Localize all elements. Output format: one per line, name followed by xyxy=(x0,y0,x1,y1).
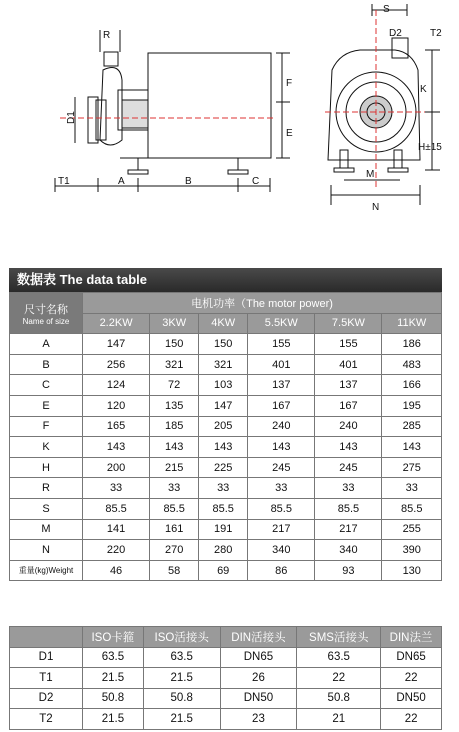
table-cell: 275 xyxy=(382,457,442,478)
table-cell: 58 xyxy=(150,560,199,581)
connection-corner xyxy=(10,627,83,648)
label-D2: D2 xyxy=(389,28,402,39)
table-cell: 85.5 xyxy=(248,498,315,519)
row-label: D2 xyxy=(10,688,83,709)
table-cell: 85.5 xyxy=(199,498,248,519)
row-label: K xyxy=(10,437,83,458)
table-cell: 217 xyxy=(248,519,315,540)
connection-column: DIN活接头 xyxy=(220,627,297,648)
row-label: C xyxy=(10,375,83,396)
table-cell: 143 xyxy=(248,437,315,458)
table-cell: 63.5 xyxy=(143,647,220,668)
table-cell: 255 xyxy=(382,519,442,540)
table-cell: 205 xyxy=(199,416,248,437)
table-row xyxy=(10,395,442,416)
table-cell: 321 xyxy=(199,354,248,375)
size-label-en: Name of size xyxy=(22,316,70,326)
row-label: S xyxy=(10,498,83,519)
pump-drawing xyxy=(0,0,459,215)
table-cell: 69 xyxy=(199,560,248,581)
size-label: 尺寸名称 xyxy=(24,303,68,316)
table-cell: 50.8 xyxy=(143,688,220,709)
table-cell: 270 xyxy=(150,540,199,561)
table-cell: 130 xyxy=(382,560,442,581)
table-cell: 245 xyxy=(248,457,315,478)
power-column: 7.5KW xyxy=(315,313,382,334)
connection-column: ISO卡箍 xyxy=(83,627,144,648)
table-cell: 22 xyxy=(381,709,442,730)
row-label: B xyxy=(10,354,83,375)
table-row xyxy=(10,437,442,458)
table-cell: 340 xyxy=(315,540,382,561)
table-cell: 186 xyxy=(382,334,442,355)
table-cell: 256 xyxy=(83,354,150,375)
table-cell: 225 xyxy=(199,457,248,478)
label-T1: T1 xyxy=(58,176,70,187)
table-row xyxy=(10,354,442,375)
row-label: 重量(kg)Weight xyxy=(10,560,83,581)
table-cell: 137 xyxy=(315,375,382,396)
table-cell: 150 xyxy=(150,334,199,355)
power-column: 5.5KW xyxy=(248,313,315,334)
row-label: E xyxy=(10,395,83,416)
table-cell: 72 xyxy=(150,375,199,396)
label-N: N xyxy=(372,202,380,213)
table-cell: 137 xyxy=(248,375,315,396)
table-cell: 85.5 xyxy=(382,498,442,519)
table-cell: DN65 xyxy=(220,647,297,668)
table-cell: 147 xyxy=(83,334,150,355)
table-cell: 135 xyxy=(150,395,199,416)
data-table-title: 数据表 The data table xyxy=(9,268,442,292)
label-D1: D1 xyxy=(66,111,77,124)
table-cell: 143 xyxy=(315,437,382,458)
size-header xyxy=(10,293,83,334)
connection-column: SMS活接头 xyxy=(297,627,381,648)
table-cell: 240 xyxy=(315,416,382,437)
table-cell: 26 xyxy=(220,668,297,689)
table-cell: 46 xyxy=(83,560,150,581)
table-cell: 167 xyxy=(248,395,315,416)
table-row xyxy=(10,334,442,355)
table-cell: DN50 xyxy=(381,688,442,709)
connection-column: ISO活接头 xyxy=(143,627,220,648)
table-cell: 401 xyxy=(315,354,382,375)
table-cell: 143 xyxy=(382,437,442,458)
table-cell: 63.5 xyxy=(297,647,381,668)
power-column: 3KW xyxy=(150,313,199,334)
table-cell: 191 xyxy=(199,519,248,540)
power-column: 4KW xyxy=(199,313,248,334)
power-header: 电机功率（The motor power) xyxy=(83,293,442,314)
table-cell: 143 xyxy=(150,437,199,458)
row-label: R xyxy=(10,478,83,499)
row-label: A xyxy=(10,334,83,355)
label-H: H±15 xyxy=(418,142,442,153)
table-row xyxy=(10,478,442,499)
table-cell: DN50 xyxy=(220,688,297,709)
row-label: T2 xyxy=(10,709,83,730)
table-cell: 155 xyxy=(248,334,315,355)
table-row xyxy=(10,498,442,519)
table-cell: 23 xyxy=(220,709,297,730)
table-cell: DN65 xyxy=(381,647,442,668)
table-cell: 167 xyxy=(315,395,382,416)
label-F: F xyxy=(286,78,293,89)
table-cell: 215 xyxy=(150,457,199,478)
row-label: H xyxy=(10,457,83,478)
table-row xyxy=(10,457,442,478)
table-row xyxy=(10,688,442,709)
table-cell: 150 xyxy=(199,334,248,355)
table-cell: 161 xyxy=(150,519,199,540)
table-cell: 321 xyxy=(150,354,199,375)
table-cell: 245 xyxy=(315,457,382,478)
row-label: N xyxy=(10,540,83,561)
table-cell: 220 xyxy=(83,540,150,561)
table-cell: 85.5 xyxy=(150,498,199,519)
table-cell: 141 xyxy=(83,519,150,540)
table-cell: 165 xyxy=(83,416,150,437)
table-cell: 185 xyxy=(150,416,199,437)
label-M: M xyxy=(366,169,375,180)
label-T2: T2 xyxy=(430,28,442,39)
table-cell: 200 xyxy=(83,457,150,478)
row-label: F xyxy=(10,416,83,437)
table-cell: 33 xyxy=(199,478,248,499)
row-label: D1 xyxy=(10,647,83,668)
row-label: T1 xyxy=(10,668,83,689)
table-row xyxy=(10,647,442,668)
table-cell: 63.5 xyxy=(83,647,144,668)
table-cell: 155 xyxy=(315,334,382,355)
power-column: 11KW xyxy=(382,313,442,334)
row-label: M xyxy=(10,519,83,540)
power-column: 2.2KW xyxy=(83,313,150,334)
label-C: C xyxy=(252,176,260,187)
table-cell: 21.5 xyxy=(83,668,144,689)
table-cell: 33 xyxy=(150,478,199,499)
table-row xyxy=(10,519,442,540)
table-cell: 21.5 xyxy=(143,668,220,689)
table-cell: 285 xyxy=(382,416,442,437)
label-B: B xyxy=(185,176,192,187)
table-row xyxy=(10,540,442,561)
table-cell: 166 xyxy=(382,375,442,396)
label-E: E xyxy=(286,128,293,139)
table-cell: 240 xyxy=(248,416,315,437)
table-cell: 401 xyxy=(248,354,315,375)
table-cell: 50.8 xyxy=(297,688,381,709)
table-cell: 50.8 xyxy=(83,688,144,709)
table-cell: 280 xyxy=(199,540,248,561)
table-cell: 33 xyxy=(83,478,150,499)
table-row xyxy=(10,668,442,689)
table-cell: 124 xyxy=(83,375,150,396)
front-view xyxy=(328,4,440,205)
table-cell: 85.5 xyxy=(315,498,382,519)
data-table-body xyxy=(10,334,442,581)
table-cell: 21.5 xyxy=(83,709,144,730)
table-cell: 147 xyxy=(199,395,248,416)
label-S: S xyxy=(383,4,390,15)
table-cell: 390 xyxy=(382,540,442,561)
table-cell: 33 xyxy=(315,478,382,499)
table-cell: 22 xyxy=(297,668,381,689)
table-cell: 33 xyxy=(248,478,315,499)
side-view xyxy=(55,30,293,192)
table-cell: 483 xyxy=(382,354,442,375)
table-row xyxy=(10,375,442,396)
table-cell: 21 xyxy=(297,709,381,730)
table-cell: 340 xyxy=(248,540,315,561)
table-row xyxy=(10,709,442,730)
table-cell: 103 xyxy=(199,375,248,396)
label-A: A xyxy=(118,176,125,187)
connection-table-body xyxy=(10,647,442,729)
label-K: K xyxy=(420,84,427,95)
table-cell: 143 xyxy=(83,437,150,458)
table-cell: 21.5 xyxy=(143,709,220,730)
connection-column: DIN法兰 xyxy=(381,627,442,648)
table-cell: 217 xyxy=(315,519,382,540)
table-cell: 195 xyxy=(382,395,442,416)
table-cell: 86 xyxy=(248,560,315,581)
table-cell: 85.5 xyxy=(83,498,150,519)
table-cell: 93 xyxy=(315,560,382,581)
table-cell: 33 xyxy=(382,478,442,499)
table-cell: 143 xyxy=(199,437,248,458)
table-cell: 22 xyxy=(381,668,442,689)
label-R: R xyxy=(103,30,111,41)
table-row xyxy=(10,560,442,581)
data-table xyxy=(9,292,442,581)
table-cell: 120 xyxy=(83,395,150,416)
table-row xyxy=(10,416,442,437)
connection-table xyxy=(9,626,442,730)
